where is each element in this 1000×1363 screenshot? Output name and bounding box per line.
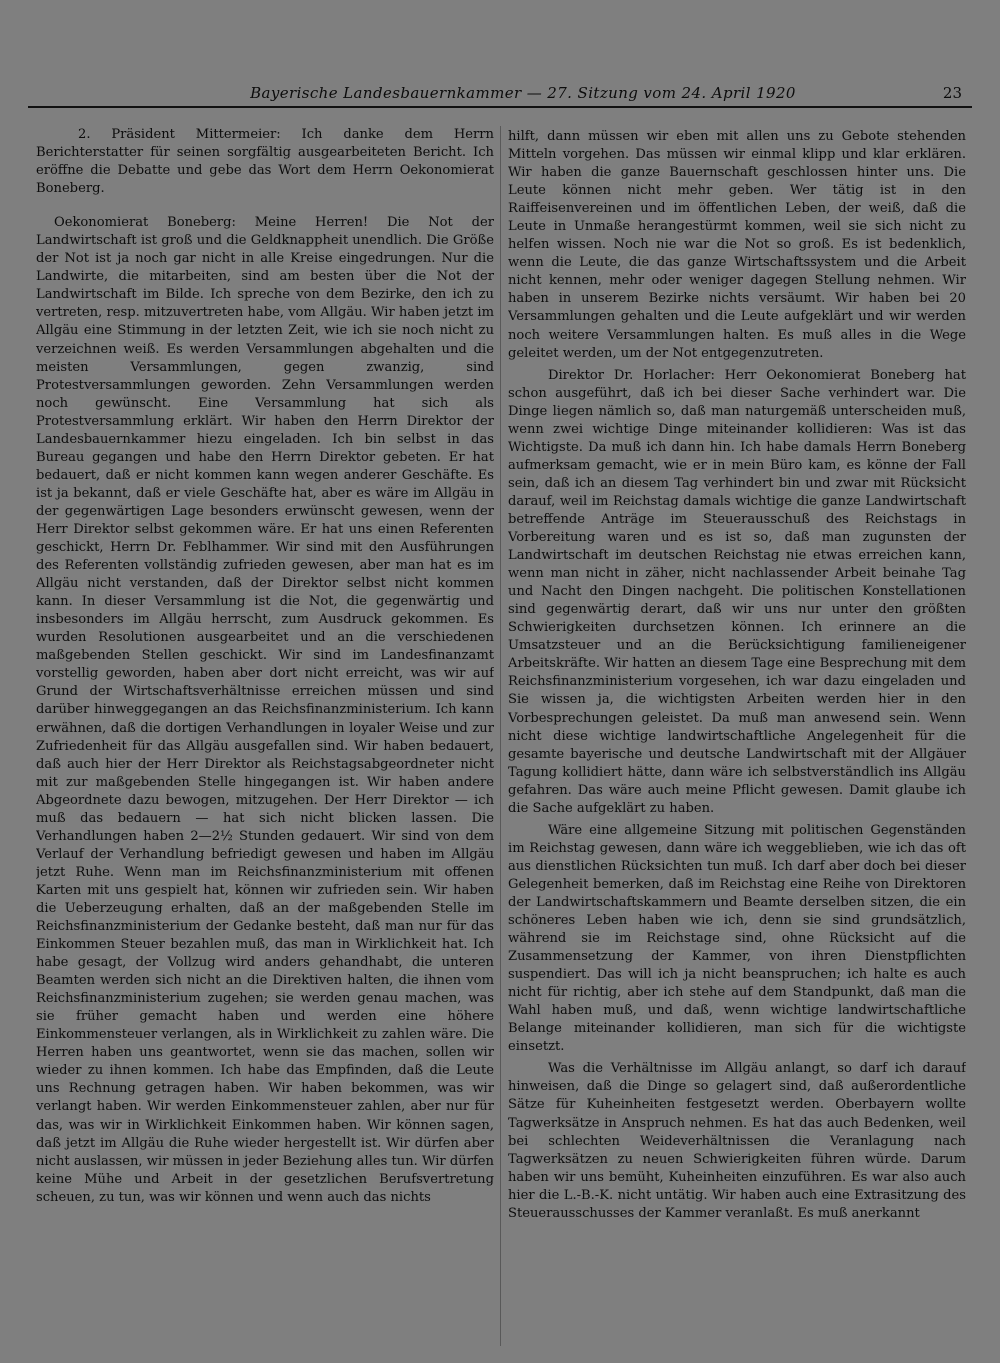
paragraph-reichstag-remarks: Wäre eine allgemeine Sitzung mit politischen Gegenständen im Reichstag gewesen, dann wäre ich weggeblieben, wie ich das oft aus dienstlichen Rücksichten tun muß. Ich darf aber doch bei dieser Gelegenheit bemerken, daß im Reichstag eine Reihe von Direktoren der Landwirtschaftskammern und Beamte derselben sitzen, die ein schöneres Leben haben wie ich, denn sie sind grundsätzlich, während sie im Reichstage sind, ohne Rücksicht auf die Zusammensetzung der Kammer, von ihren Dienstpflichten suspendiert. Das will ich ja nicht beanspruchen; ich halte es auch nicht für richtig, aber ich stehe auf dem Standpunkt, daß man die Wahl haben muß, und daß, wenn wichtige landwirtschaftliche Belange miteinander kollidieren, man sich für die wichtigste einsetzt. (508, 822, 966, 1055)
paragraph-president-opening: 2. Präsident Mittermeier: Ich danke dem Herrn Berichterstatter für seinen sorgfältig ausgearbeiteten Bericht. Ich eröffne die Debatte und gebe das Wort dem Herrn Oekonomierat Boneberg. (36, 127, 494, 197)
column-divider (500, 126, 501, 1346)
paragraph-boneberg-continued: hilft, dann müssen wir eben mit allen uns zu Gebote stehenden Mitteln vorgehen. Das müssen wir einmal klipp und klar erklären. Wir haben die ganze Bauernschaft geschlossen hinter uns. Die Leute können nicht mehr geben. Wer tätig ist in den Raiffeisenvereinen und im öffentlichen Leben, der weiß, daß die Leute in Unmaße herangestürmt kommen, weil sie sich nicht zu helfen wissen. Noch nie war die Not so groß. Es ist bedenklich, wenn die Leute, die das ganze Wirtschaftssystem und die Arbeit nicht kennen, mehr oder weniger dagegen Stellung nehmen. Wir haben in unserem Bezirke nichts versäumt. Wir haben bei 20 Versammlungen gehalten und die Leute aufgeklärt und wir werden noch weitere Versammlungen halten. Es muß alles in die Wege geleitet werden, um der Not entgegenzutreten. (508, 129, 966, 361)
left-column (36, 126, 494, 1351)
page-header (28, 84, 972, 108)
paragraph-allgaeu-conditions: Was die Verhältnisse im Allgäu anlangt, so darf ich darauf hinweisen, daß die Dinge so gelagert sind, daß außerordentliche Sätze für Kuheinheiten festgesetzt werden. Oberbayern wollte Tagwerksätze in Anspruch nehmen. Es hat das auch Bedenken, weil bei schlechten Weideverhältnissen die Veranlagung nach Tagwerksätzen zu neuen Schwierigkeiten führen würde. Darum haben wir uns bemüht, Kuheinheiten einzuführen. Es war also auch hier die L.-B.-K. nicht untätig. Wir haben auch eine Extrasitzung des Steuerausschusses der Kammer veranlaßt. Es muß anerkannt (508, 1061, 966, 1221)
paragraph-boneberg-speech: Oekonomierat Boneberg: Meine Herren! Die Not der Landwirtschaft ist groß und die Geldknappheit unendlich. Die Größe der Not ist ja noch gar nicht in alle Kreise eingedrungen. Nur die Landwirte, die mitarbeiten, sind am besten über die Not der Landwirtschaft im Bilde. Ich spreche von dem Bezirke, den ich zu vertreten, resp. mitzuvertreten habe, vom Allgäu. Wir haben jetzt im Allgäu eine Stimmung in der letzten Zeit, wie ich sie noch nicht zu verzeichnen weiß. Es werden Versammlungen abgehalten und die meisten Versammlungen, gegen zwanzig, sind Protestversammlungen geworden. Zehn Versammlungen werden noch gewünscht. Eine Versammlung hat sich als Protestversammlung erklärt. Wir haben den Herrn Direktor der Landesbauernkammer hiezu eingeladen. Ich bin selbst in das Bureau gegangen und habe den Herrn Direktor gebeten. Er hat bedauert, daß er nicht kommen kann wegen anderer Geschäfte. Es ist ja bekannt, daß er viele Geschäfte hat, aber es wäre im Allgäu in der gegenwärtigen Lage besonders erwünscht gewesen, wenn der Herr Direktor selbst gekommen wäre. Er hat uns einen Referenten geschickt, Herrn Dr. Feblhammer. Wir sind mit den Ausführungen des Referenten vollständig zufrieden gewesen, aber man hat es im Allgäu nicht verstanden, daß der Direktor selbst nicht kommen kann. In dieser Versammlung ist die Not, die gegenwärtig und insbesonders im Allgäu herrscht, zum Ausdruck gekommen. Es wurden Resolutionen ausgearbeitet und an die verschiedenen maßgebenden Stellen geschickt. Wir sind im Landesfinanzamt vorstellig geworden, haben aber dort nicht erreicht, was wir auf Grund der Wirtschaftsverhältnisse erreichen müssen und sind darüber hinweggegangen an das Reichsfinanzministerium. Ich kann erwähnen, daß die dortigen Verhandlungen in loyaler Weise und zur Zufriedenheit für das Allgäu ausgefallen sind. Wir haben bedauert, daß auch hier der Herr Direktor als Reichstagsabgeordneter nicht mit zur maßgebenden Stelle hingegangen ist. Wir haben andere Abgeordnete dazu bewogen, mitzugehen. Der Herr Direktor — ich muß das bedauern — hat sich nicht blicken lassen. Die Verhandlungen haben 2—2½ Stunden gedauert. Wir sind von dem Verlauf der Verhandlung befriedigt gewesen und haben im Allgäu jetzt Ruhe. Wenn man im Reichsfinanzministerium mit offenen Karten mit uns gespielt hat, können wir zufrieden sein. Wir haben die Ueberzeugung erhalten, daß an der maßgebenden Stelle im Reichsfinanzministerium der Gedanke besteht, daß man nur für das Einkommen Steuer bezahlen muß, das man in Wirklichkeit hat. Ich habe gesagt, der Vollzug wird anders gehandhabt, die unteren Beamten werden sich nicht an die Direktiven halten, die ihnen vom Reichsfinanzministerium zugehen; sie werden genau machen, was sie früher gemacht haben und werden eine höhere Einkommensteuer verlangen, als in Wirklichkeit zu zahlen wäre. Die Herren haben uns geantwortet, wenn sie das machen, sollen wir wieder zu ihnen kommen. Ich habe das Empfinden, daß die Leute uns Rechnung getragen haben. Wir haben bekommen, was wir verlangt haben. Wir werden Einkommensteuer zahlen, aber nur für das, was wir in Wirklichkeit Einkommen haben. Wir können sagen, daß jetzt im Allgäu die Ruhe wieder hergestellt ist. Wir dürfen aber nicht auslassen, wir müssen in jeder Beziehung alles tun. Wir dürfen keine Mühe und Arbeit in der gesetzlichen Berufsvertretung scheuen, zu tun, was wir können und wenn auch das nichts (36, 215, 494, 1205)
paragraph-horlacher-reply: Direktor Dr. Horlacher: Herr Oekonomierat Boneberg hat schon ausgeführt, daß ich bei dieser Sache verhindert war. Die Dinge liegen nämlich so, daß man naturgemäß unterscheiden muß, wenn zwei wichtige Dinge miteinander kollidieren: Was ist das Wichtigste. Da muß ich dann hin. Ich habe damals Herrn Boneberg aufmerksam gemacht, wie er in mein Büro kam, es könne der Fall sein, daß ich an diesem Tag verhindert bin und zwar mit Rücksicht darauf, weil im Reichstag damals wichtige die ganze Landwirtschaft betreffende Anträge im Steuerausschuß des Reichstags in Vorbereitung waren und es ist so, daß man zugunsten der Landwirtschaft im deutschen Reichstag nie etwas erreichen kann, wenn man nicht in zäher, nicht nachlassender Arbeit beinahe Tag und Nacht den Dingen nachgeht. Die politischen Konstellationen sind gegenwärtig derart, daß wir uns nur unter den größten Schwierigkeiten durchsetzen können. Ich erinnere an die Umsatzsteuer und an die Berücksichtigung familieneigener Arbeitskräfte. Wir hatten an diesem Tage eine Besprechung mit dem Reichsfinanzministerium vorgesehen, ich war dazu eingeladen und Sie wissen ja, die wichtigsten Arbeiten werden hier in den Vorbesprechungen geleistet. Da muß man anwesend sein. Wenn nicht diese wichtige landwirtschaftliche Angelegenheit für die gesamte bayerische und deutsche Landwirtschaft mit der Allgäuer Tagung kollidiert hätte, dann wäre ich selbstverständlich ins Allgäu gefahren. Das wäre auch meine Pflicht gewesen. Damit glaube ich die Sache aufgeklärt zu haben. (508, 367, 966, 816)
running-title: Bayerische Landesbauernkammer — 27. Sitzung vom 24. April 1920 (250, 84, 796, 102)
page-number: 23 (942, 84, 962, 102)
right-column (508, 128, 966, 1353)
